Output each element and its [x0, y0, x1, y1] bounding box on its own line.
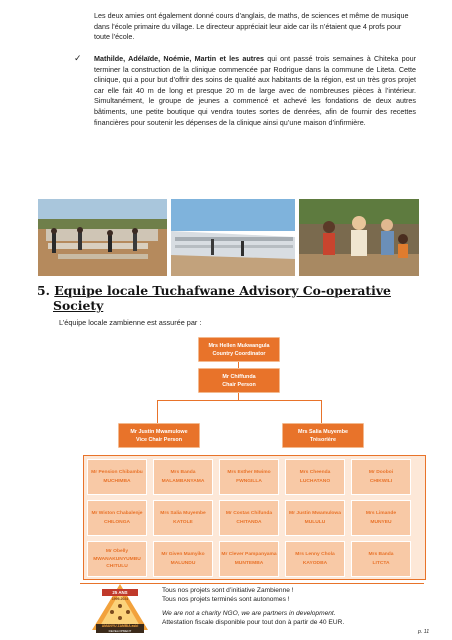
logo-tag: DEVELOPMENT	[108, 628, 132, 633]
member-box	[285, 459, 345, 495]
amanyu-logo	[90, 582, 150, 634]
org-name: Mr Chiffunda	[222, 373, 256, 380]
member-place: MUNTEMBA	[234, 560, 264, 566]
member-place: MWANAKUNYUMBU CHITULU	[93, 556, 141, 570]
logo-badge: 25 ANS	[112, 590, 128, 595]
member-name: Mr Given Mamyiko	[161, 552, 205, 558]
org-name: Mrs Hellen Mukwangula	[208, 342, 270, 349]
member-name: Mrs Salia Muyembe	[160, 511, 206, 517]
section-heading	[37, 283, 397, 313]
names-bold-lead: Mathilde, Adélaïde, Noémie, Martin et les autres	[94, 54, 264, 63]
member-box	[285, 541, 345, 577]
member-box	[351, 541, 411, 577]
org-name: Mr Justin Mwamulowe	[130, 428, 188, 435]
names-rest: qui ont passé trois semaines à Chiteka pour terminer la construction de la clinique commencée par Rodrigue dans la commune de Liteta. Cette clinique, qui a pour but d’offrir des soins de qualité aux habitants de la région, est un très gros projet car elle fait 40 m de long et presque 20 m de large avec de nombreuses pièces à l’intérieur. Simultanément, le groupe de jeunes a commencé et achevé les fondations de deux autres bâtiments, une petite boutique qui vendra toutes sortes de denrées, afin de fournir des recettes financières pour soutenir les dépenses de la clinique ainsi qu’une maison d’infirmière.	[94, 54, 416, 127]
member-place: KAYODBA	[302, 560, 328, 566]
org-role: Trésorière	[309, 436, 337, 443]
org-role: Chair Person	[222, 381, 256, 388]
member-name: Mr Costas Chifunda	[225, 511, 273, 517]
org-box-chair	[198, 368, 280, 393]
member-place: MULULU	[304, 519, 326, 525]
member-box	[87, 459, 147, 495]
member-place: MALUNDU	[170, 560, 196, 566]
member-place: MUCHIMBA	[103, 478, 131, 484]
footer-line-3: We are not a charity NGO, we are partners in development.	[162, 610, 336, 617]
member-place: LITCTA	[372, 560, 390, 566]
section-title-line1: Equipe locale Tuchafwane Advisory Co-operative	[54, 283, 391, 298]
member-box	[351, 500, 411, 536]
member-name: Mrs Banda	[368, 552, 394, 558]
member-place: CHIKWILI	[369, 478, 393, 484]
section-intro: L’équipe locale zambienne est assurée par :	[59, 318, 202, 327]
section-number: 5.	[37, 283, 50, 298]
footer-line-2: Tous nos projets terminés sont autonomes !	[162, 596, 290, 603]
logo-brand: AMANYU ZAMBIA asbl	[101, 624, 139, 628]
org-role: Vice Chair Person	[135, 436, 183, 443]
member-place: FWNGILLA	[236, 478, 262, 484]
member-name: Mrs Cheenda	[299, 470, 331, 476]
member-box	[219, 500, 279, 536]
member-name: Mr Wiston Chabalenje	[91, 511, 143, 517]
section-title-line2: Society	[53, 298, 104, 313]
member-place: LUCHATANO	[299, 478, 331, 484]
member-box	[351, 459, 411, 495]
footer-line-1: Tous nos projets sont d’initiative Zambienne !	[162, 587, 294, 594]
member-name: Mr Clever Pampanyama	[221, 552, 277, 558]
org-box-coordinator	[198, 337, 280, 362]
member-box	[87, 541, 147, 577]
member-name: Mrs Limande	[365, 511, 397, 517]
member-name: Mr Justin Mwamulowa	[289, 511, 341, 517]
member-name: Mr Pension Chibambu	[91, 470, 143, 476]
names-paragraph	[94, 54, 416, 128]
member-box	[153, 459, 213, 495]
member-place: KATOLE	[173, 519, 193, 525]
member-name: Mrs Esther Mwimo	[227, 470, 271, 476]
member-name: Mr Obelly	[105, 548, 129, 554]
member-box	[87, 500, 147, 536]
group-photo	[299, 199, 419, 276]
checkmark-icon: ✓	[74, 53, 82, 63]
building-photo	[171, 199, 295, 276]
org-name: Mrs Salia Muyembe	[297, 428, 349, 435]
member-box	[153, 500, 213, 536]
member-place: CHITANDA	[236, 519, 262, 525]
logo-years: 1999-2024	[111, 597, 129, 601]
construction-photo	[38, 199, 167, 276]
org-box-vice-chair	[118, 423, 200, 448]
intro-paragraph: Les deux amies ont également donné cours d’anglais, de maths, de sciences et même de musique dans l’école primaire du village. Le directeur appréciait leur aide car ils n’étaient que 4 profs pour toute l’école.	[94, 11, 409, 42]
page-number: p. 11	[418, 629, 430, 635]
member-box	[219, 541, 279, 577]
member-place: CHILONGA	[103, 519, 131, 525]
org-role: Country Coordinator	[212, 350, 266, 357]
org-box-treasurer	[282, 423, 364, 448]
member-place: MALAMBANYAMA	[161, 478, 205, 484]
member-name: Mrs Banda	[170, 470, 196, 476]
member-box	[153, 541, 213, 577]
member-name: Mrs Lenny Chola	[295, 552, 335, 558]
footer-line-4: Attestation fiscale disponible pour tout don à partir de 40 EUR.	[162, 619, 345, 626]
member-box	[285, 500, 345, 536]
member-place: MUNYEU	[370, 519, 392, 525]
member-box	[219, 459, 279, 495]
member-name: Mr Dooboi	[368, 470, 394, 476]
